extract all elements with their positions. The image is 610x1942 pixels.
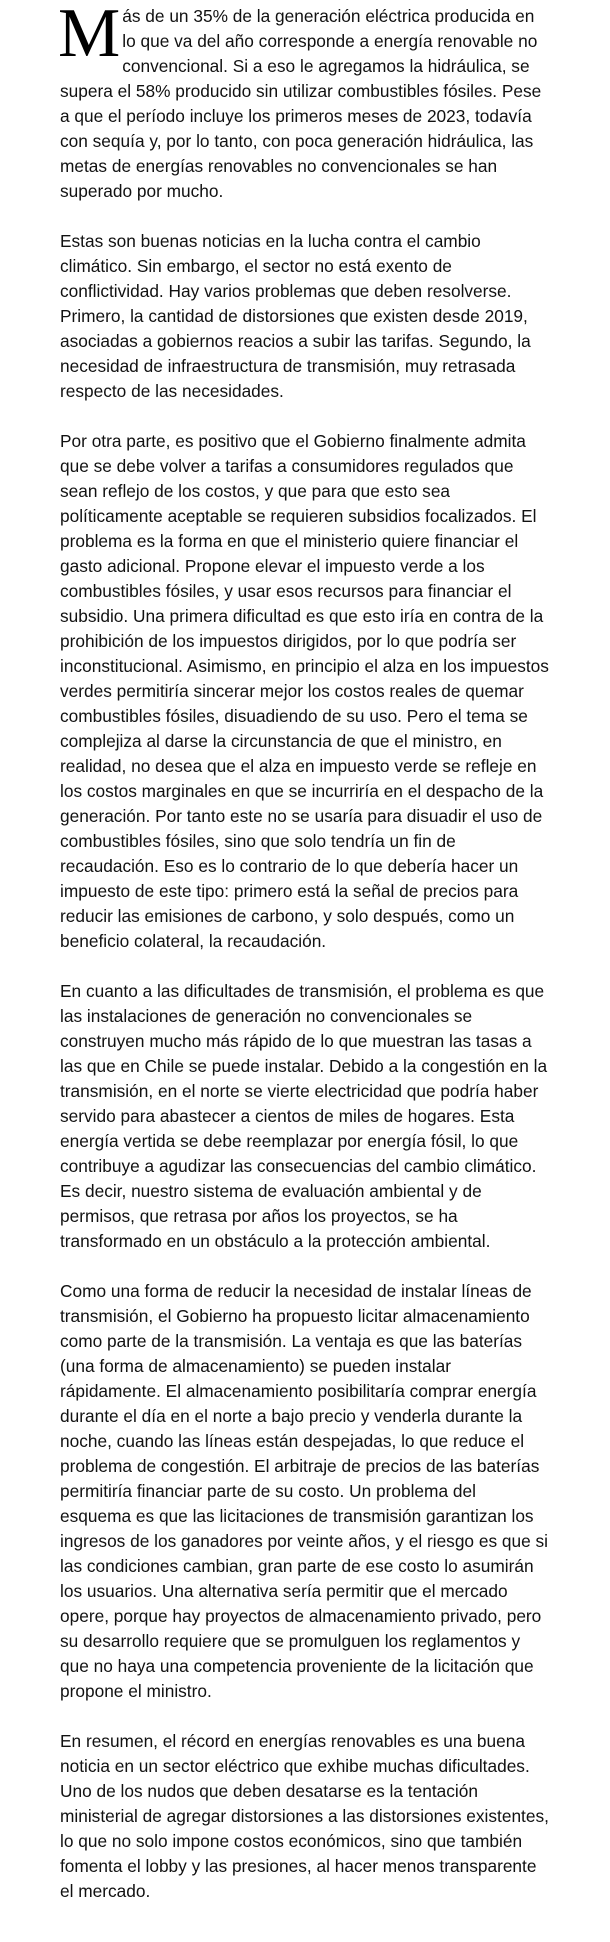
- paragraph-text: ás de un 35% de la generación eléctrica producida en lo que va del año corresponde a energía renovable no convencional. Si a eso le agregamos la hidráulica, se supera el 58% producido sin utilizar combustibles fósiles. Pese a que el período incluye los primeros meses de 2023, todavía con sequía y, por lo tanto, con poca generación hidráulica, las metas de energías renovables no convencionales se han superado por mucho.: [60, 6, 542, 201]
- article-paragraph-1: [58, 0, 550, 204]
- article-paragraph-3: Por otra parte, es positivo que el Gobierno finalmente admita que se debe volver a tarifas a consumidores regulados que sean reflejo de los costos, y que para que esto sea políticamente aceptable se requieren subsidios focalizados. El problema es la forma en que el ministerio quiere financiar el gasto adicional. Propone elevar el impuesto verde a los combustibles fósiles, y usar esos recursos para financiar el subsidio. Una primera dificultad es que esto iría en contra de la prohibición de los impuestos dirigidos, por lo que podría ser inconstitucional. Asimismo, en principio el alza en los impuestos verdes permitiría sincerar mejor los costos reales de quemar combustibles fósiles, disuadiendo de su uso. Pero el tema se complejiza al darse la circunstancia de que el ministro, en realidad, no desea que el alza en impuesto verde se refleje en los costos marginales en que se incurriría en el despacho de la generación. Por tanto este no se usaría para disuadir el uso de combustibles fósiles, sino que solo tendría un fin de recaudación. Eso es lo contrario de lo que debería hacer un impuesto de este tipo: primero está la señal de precios para reducir las emisiones de carbono, y solo después, como un beneficio colateral, la recaudación.: [60, 431, 549, 951]
- drop-cap: M: [58, 0, 121, 72]
- article-paragraph-4: En cuanto a las dificultades de transmisión, el problema es que las instalaciones de generación no convencionales se construyen mucho más rápido de lo que muestran las tasas a las que en Chile se puede instalar. Debido a la congestión en la transmisión, en el norte se vierte electricidad que podría haber servido para abastecer a cientos de miles de hogares. Esta energía vertida se debe reemplazar por energía fósil, lo que contribuye a agudizar las consecuencias del cambio climático. Es decir, nuestro sistema de evaluación ambiental y de permisos, que retrasa por años los proyectos, se ha transformado en un obstáculo a la protección ambiental.: [60, 981, 548, 1251]
- article-paragraph-2: Estas son buenas noticias en la lucha contra el cambio climático. Sin embargo, el sector no está exento de conflictividad. Hay varios problemas que deben resolverse. Primero, la cantidad de distorsiones que existen desde 2019, asociadas a gobiernos reacios a subir las tarifas. Segundo, la necesidad de infraestructura de transmisión, muy retrasada respecto de las necesidades.: [60, 231, 531, 401]
- article-paragraph-6: En resumen, el récord en energías renovables es una buena noticia en un sector eléctrico que exhibe muchas dificultades. Uno de los nudos que deben desatarse es la tentación ministerial de agregar distorsiones a las distorsiones existentes, lo que no solo impone costos económicos, sino que también fomenta el lobby y las presiones, al hacer menos transparente el mercado.: [60, 1731, 549, 1901]
- article-paragraph-5: Como una forma de reducir la necesidad de instalar líneas de transmisión, el Gobierno ha propuesto licitar almacenamiento como parte de la transmisión. La ventaja es que las baterías (una forma de almacenamiento) se pueden instalar rápidamente. El almacenamiento posibilitaría comprar energía durante el día en el norte a bajo precio y venderla durante la noche, cuando las líneas están despejadas, lo que reduce el problema de congestión. El arbitraje de precios de las baterías permitiría financiar parte de su costo. Un problema del esquema es que las licitaciones de transmisión garantizan los ingresos de los ganadores por veinte años, y el riesgo es que si las condiciones cambian, gran parte de ese costo lo asumirán los usuarios. Una alternativa sería permitir que el mercado opere, porque hay proyectos de almacenamiento privado, pero su desarrollo requiere que se promulguen los reglamentos y que no haya una competencia proveniente de la licitación que propone el ministro.: [60, 1281, 549, 1701]
